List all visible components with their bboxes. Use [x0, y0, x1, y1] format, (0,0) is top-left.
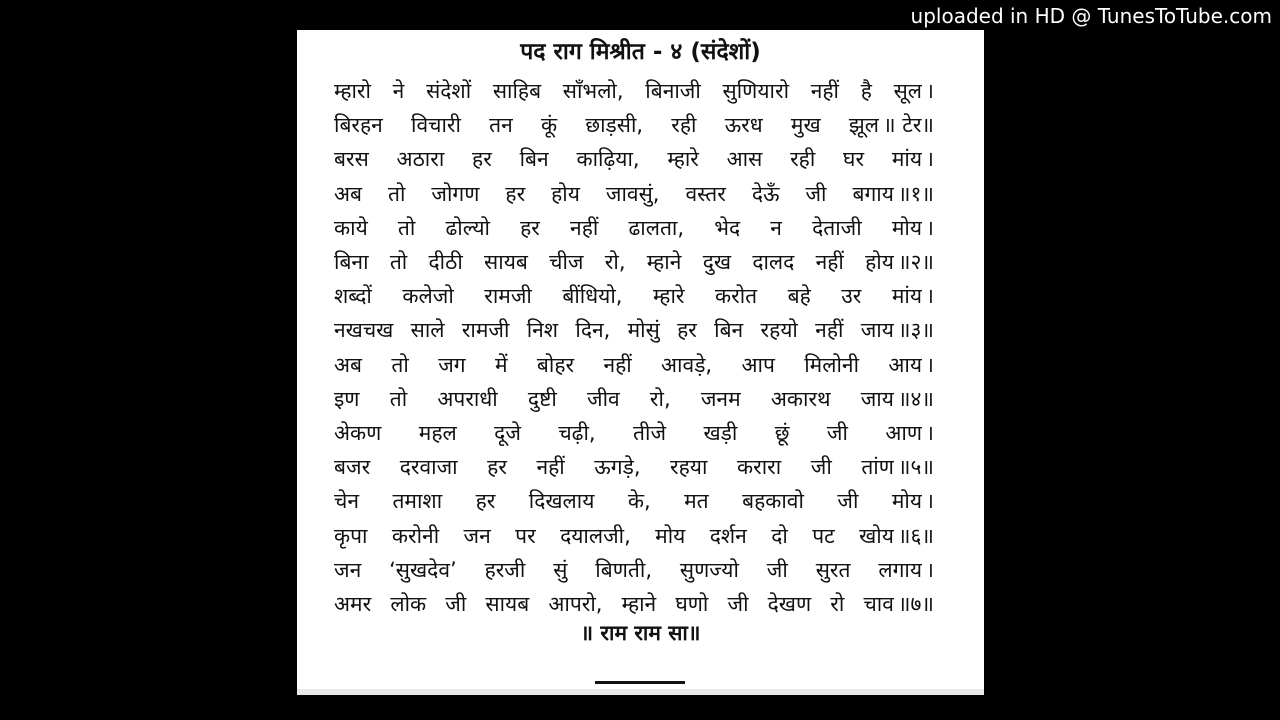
- verse-line: [334, 450, 934, 484]
- verse-line-end: ।: [926, 215, 934, 240]
- verse-line-end: ॥७॥: [897, 591, 934, 616]
- verse-line: [334, 245, 934, 279]
- verse-line: [334, 518, 934, 552]
- page-footer-rule: [595, 681, 685, 684]
- verse-line-end: ।: [926, 284, 934, 309]
- verse-line-end: ।: [926, 420, 934, 445]
- verse-line-end: ।: [926, 79, 934, 104]
- verse-line-text: बरस अठारा हर बिन काढ़िया, म्हारे आस रही घर मांय: [334, 147, 923, 172]
- verse-line-end: ॥६॥: [897, 523, 934, 548]
- verse-line-text: कृपा करोनी जन पर दयालजी, मोय दर्शन दो पट खोय: [334, 523, 894, 548]
- verse-lines: [334, 74, 934, 621]
- verse-line: [334, 108, 934, 142]
- verse-line-text: अब तो जोगण हर होय जावसुं, वस्तर देऊँ जी बगाय: [334, 181, 894, 206]
- scanned-page: [297, 30, 984, 689]
- verse-line: [334, 416, 934, 450]
- verse-line-text: अब तो जग में बोहर नहीं आवड़े, आप मिलोनी आय: [334, 352, 923, 377]
- verse-line-text: अेकण महल दूजे चढ़ी, तीजे खड़ी छूं जी आण: [334, 420, 923, 445]
- verse-line-text: बिरहन विचारी तन कूं छाड़सी, रही ऊरध मुख झूल: [334, 113, 879, 138]
- verse-line-text: जन ‘सुखदेव’ हरजी सुं बिणती, सुणज्यो जी सुरत लगाय: [334, 557, 923, 582]
- verse-line: [334, 348, 934, 382]
- page-bottom-edge: [297, 689, 984, 695]
- verse-line-text: शब्दों कलेजो रामजी बींधियो, म्हारे करोत बहे उर मांय: [334, 284, 923, 309]
- verse-line: [334, 587, 934, 621]
- verse-line: [334, 484, 934, 518]
- verse-line-text: नखचख साले रामजी निश दिन, मोसुं हर बिन रहयो नहीं जाय: [334, 318, 894, 343]
- closing-salutation: ॥ राम राम सा॥: [580, 621, 701, 645]
- verse-line: [334, 211, 934, 245]
- verse-line-end: ॥४॥: [897, 386, 934, 411]
- verse-line: [334, 553, 934, 587]
- verse-line-text: इण तो अपराधी दुष्टी जीव रो, जनम अकारथ जाय: [334, 386, 894, 411]
- verse-line-end: ।: [926, 489, 934, 514]
- verse-line: [334, 177, 934, 211]
- verse-line-end: ॥२॥: [897, 250, 934, 275]
- verse-line-end: ।: [926, 147, 934, 172]
- verse-line-end: ।: [926, 557, 934, 582]
- verse-line-end: ।: [926, 352, 934, 377]
- verse-line-end: ॥३॥: [897, 318, 934, 343]
- verse-line-text: चेन तमाशा हर दिखलाय के, मत बहकावो जी मोय: [334, 489, 923, 514]
- verse-line-end: ॥ टेर॥: [882, 113, 934, 138]
- verse-line: [334, 313, 934, 347]
- verse-line-text: म्हारो ने संदेशों साहिब साँभलो, बिनाजी सुणियारो नहीं है सूल: [334, 79, 923, 104]
- verse-line: [334, 382, 934, 416]
- verse-line-text: अमर लोक जी सायब आपरो, म्हाने घणो जी देखण रो चाव: [334, 591, 894, 616]
- verse-line-text: बिना तो दीठी सायब चीज रो, म्हाने दुख दालद नहीं होय: [334, 250, 894, 275]
- verse-line-text: काये तो ढोल्यो हर नहीं ढालता, भेद न देताजी मोय: [334, 215, 923, 240]
- page-title: पद राग मिश्रीत - ४ (संदेशों): [520, 39, 761, 65]
- verse-line-text: बजर दरवाजा हर नहीं ऊगड़े, रहया करारा जी तांण: [334, 455, 894, 480]
- verse-line: [334, 279, 934, 313]
- verse-line: [334, 74, 934, 108]
- watermark-text: uploaded in HD @ TunesToTube.com: [910, 4, 1272, 28]
- verse-line-end: ॥१॥: [897, 181, 934, 206]
- verse-line-end: ॥५॥: [897, 455, 934, 480]
- verse-line: [334, 142, 934, 176]
